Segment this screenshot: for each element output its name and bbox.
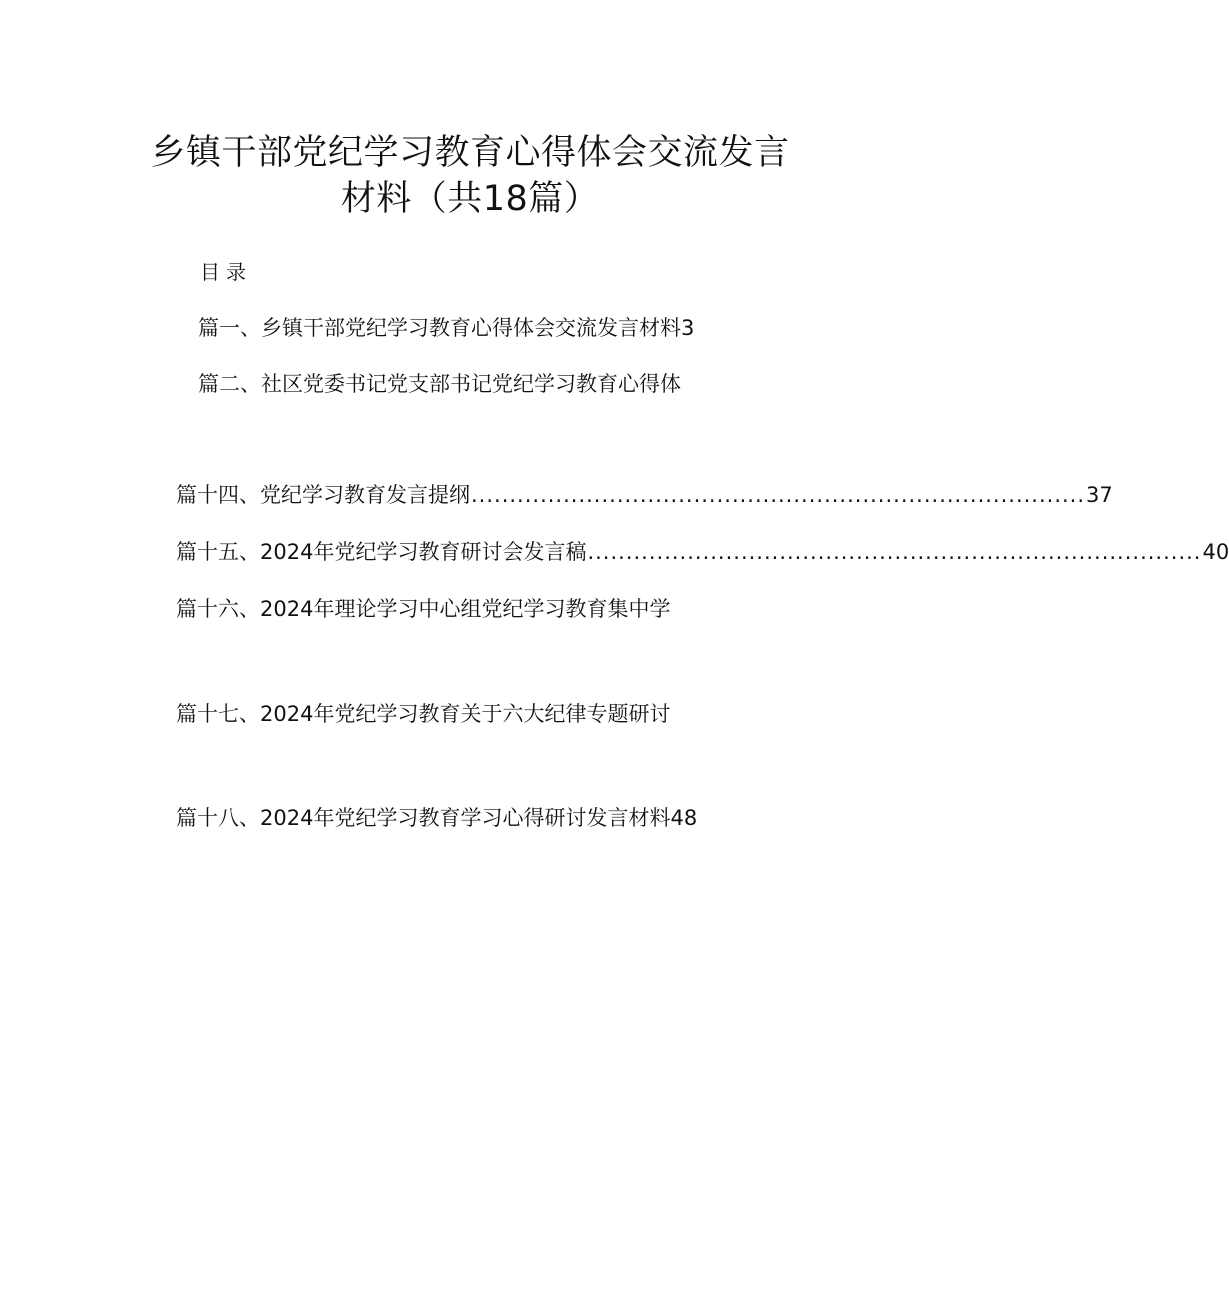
toc-entry-label: 篇十六、2024年理论学习中心组党纪学习教育集中学 [176, 597, 671, 621]
toc-entry-page: 37 [1086, 483, 1113, 507]
toc-dot-leader: ................................................................................ [587, 540, 1202, 564]
toc-entry-2 [198, 369, 681, 399]
toc-entry-15 [176, 537, 1229, 567]
toc-entry-page: 3 [681, 316, 695, 340]
document-title-line-1: 乡镇干部党纪学习教育心得体会交流发言 [150, 133, 790, 173]
toc-entry-page: 40 [1202, 540, 1229, 564]
toc-heading: 目录 [200, 260, 252, 284]
toc-entry-label: 篇十七、2024年党纪学习教育关于六大纪律专题研讨 [176, 702, 671, 726]
toc-entry-label: 篇十八、2024年党纪学习教育学习心得研讨发言材料 [176, 806, 671, 830]
toc-entry-label: 篇十五、2024年党纪学习教育研讨会发言稿 [176, 540, 587, 564]
toc-entry-16 [176, 594, 670, 624]
toc-entry-14 [176, 480, 1113, 510]
toc-entry-18 [176, 803, 697, 833]
toc-entry-17 [176, 699, 670, 729]
document-title-line-2: 材料（共18篇） [340, 179, 600, 219]
toc-entry-page: 48 [670, 806, 698, 830]
toc-entry-1 [198, 313, 694, 343]
toc-dot-leader: ................................................................................ [471, 483, 1086, 507]
toc-entry-label: 篇二、社区党委书记党支部书记党纪学习教育心得体 [198, 372, 681, 396]
toc-entry-label: 篇一、乡镇干部党纪学习教育心得体会交流发言材料 [198, 316, 681, 340]
toc-entry-label: 篇十四、党纪学习教育发言提纲 [176, 483, 470, 507]
